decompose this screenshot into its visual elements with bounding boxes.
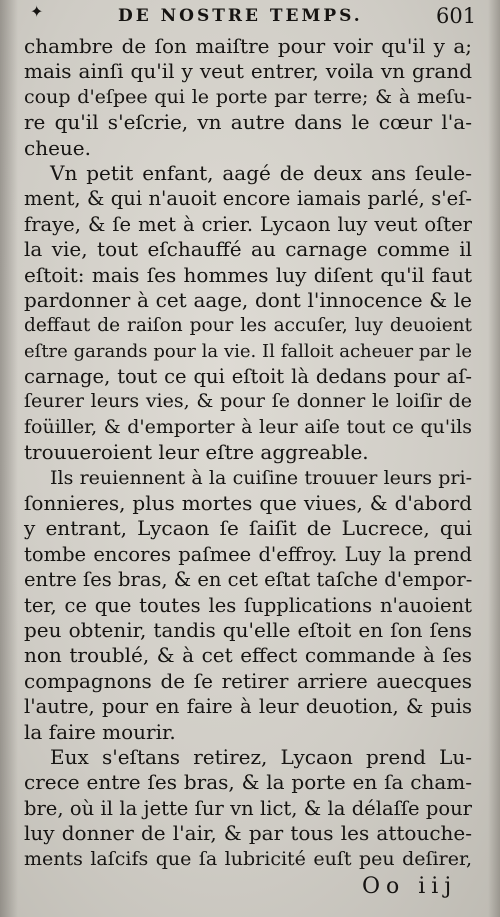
- text-line: cheue.: [24, 135, 91, 160]
- text-line: la faire mourir.: [24, 719, 176, 744]
- text-line: eſtoit: mais ſes hommes luy diſent qu'il faut: [24, 262, 472, 287]
- text-line: non troublé, & à cet effect commande à ſes: [24, 643, 472, 668]
- page-header: [0, 2, 500, 32]
- text-line: ments laſcifs que ſa lubricité euſt peu deſirer,: [24, 847, 472, 870]
- text-line: carnage, tout ce qui eſtoit là dedans pour aſ-: [24, 365, 472, 389]
- text-line: tombe encores paſmee d'effroy. Luy la prend: [24, 542, 472, 566]
- body-text: [24, 34, 472, 872]
- header-ornament: ✦: [30, 2, 45, 21]
- running-title: DE NOSTRE TEMPS.: [118, 6, 363, 26]
- text-line: ment, & qui n'auoit encore iamais parlé, s'eſ-: [24, 187, 472, 211]
- text-line: eſtre garands pour la vie. Il falloit acheuer par le: [24, 340, 472, 362]
- signature-mark: Oo iij: [362, 874, 458, 899]
- text-line: entre ſes bras, & en cet eſtat taſche d'empor-: [24, 568, 473, 592]
- paragraph-first-line: Eux s'eſtans retirez, Lycaon prend Lu-: [50, 744, 472, 769]
- text-line: chambre de ſon maiſtre pour voir qu'il y a;: [24, 34, 472, 58]
- text-line: l'autre, pour en faire à leur deuotion, & puis: [24, 695, 472, 719]
- text-line: ſonnieres, plus mortes que viues, & d'abord: [24, 491, 472, 516]
- text-line: pardonner à cet aage, dont l'innocence & le: [24, 287, 472, 312]
- text-line: re qu'il s'eſcrie, vn autre dans le cœur l'a-: [24, 110, 472, 135]
- text-line: fraye, & ſe met à crier. Lycaon luy veut oſter: [24, 212, 472, 236]
- text-line: compagnons de ſe retirer arriere auecques: [24, 668, 472, 693]
- text-line: y entrant, Lycaon ſe ſaiſit de Lucrece, qui: [24, 516, 472, 541]
- page-edge-shadow: [488, 0, 500, 917]
- text-line: la vie, tout eſchauffé au carnage comme il: [24, 237, 472, 262]
- text-line: bre, où il la jette ſur vn lict, & la délaſſe pour: [24, 796, 472, 820]
- text-line: peu obtenir, tandis qu'elle eſtoit en ſon ſens: [24, 617, 472, 642]
- text-line: deffaut de raiſon pour les accuſer, luy deuoient: [24, 315, 472, 337]
- page-number: 601: [436, 4, 477, 28]
- text-line: foüiller, & d'emporter à leur aiſe tout ce qu'ils: [24, 415, 472, 438]
- paragraph-first-line: Vn petit enfant, aagé de deux ans ſeule-: [50, 160, 472, 185]
- text-line: ſeurer leurs vies, & pour ſe donner le loiſir de: [24, 390, 472, 413]
- text-line: ter, ce que toutes les ſupplications n'auoient: [24, 593, 472, 617]
- text-line: crece entre ſes bras, & la porte en ſa cham-: [24, 770, 472, 795]
- text-line: mais ainſi qu'il y veut entrer, voila vn grand: [24, 59, 472, 84]
- text-line: luy donner de l'air, & par tous les attouche-: [24, 821, 472, 846]
- gutter-shadow: [0, 0, 18, 917]
- text-line: trouueroient leur eſtre aggreable.: [24, 440, 369, 465]
- text-line: coup d'eſpee qui le porte par terre; & à meſu-: [24, 85, 472, 108]
- paragraph-first-line: Ils reuiennent à la cuiſine trouuer leurs pri-: [50, 466, 472, 489]
